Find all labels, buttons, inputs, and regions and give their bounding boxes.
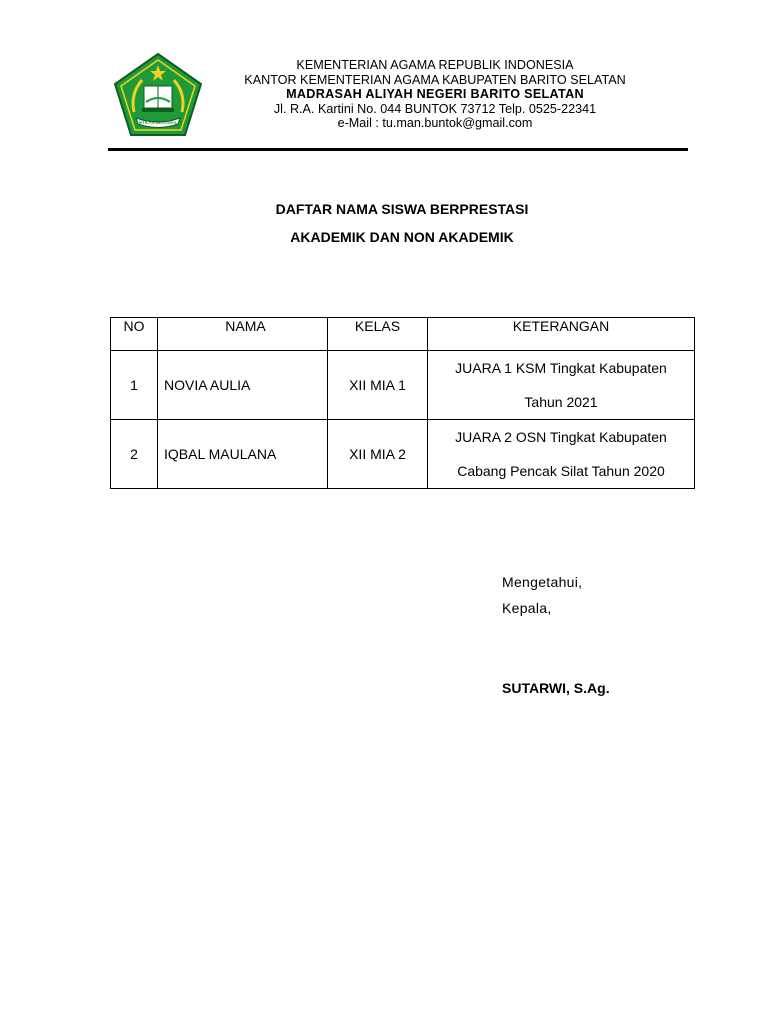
keterangan-line: JUARA 2 OSN Tingkat Kabupaten [455, 429, 667, 445]
row-no: 2 [111, 420, 158, 489]
row-no: 1 [111, 351, 158, 420]
school-name: MADRASAH ALIYAH NEGERI BARITO SELATAN [286, 87, 584, 102]
letterhead-text [210, 58, 660, 131]
document-title: DAFTAR NAMA SISWA BERPRESTASI [275, 201, 529, 217]
header-no: NO [111, 318, 158, 351]
row-keterangan [428, 351, 695, 420]
header-keterangan: KETERANGAN [428, 318, 695, 351]
student-table [110, 317, 695, 489]
emblem-motto: IKHLAS BERAMAL [138, 120, 178, 125]
letterhead [0, 0, 768, 160]
letterhead-divider [108, 148, 688, 151]
row-nama: NOVIA AULIA [158, 351, 328, 420]
signature-acknowledged: Mengetahui, [502, 574, 583, 590]
header-kelas: KELAS [328, 318, 428, 351]
ministry-line: KEMENTERIAN AGAMA REPUBLIK INDONESIA [296, 58, 574, 72]
address-line: Jl. R.A. Kartini No. 044 BUNTOK 73712 Telp. 0525-22341 [273, 101, 597, 116]
table-row [111, 351, 695, 420]
signature-position: Kepala, [502, 600, 552, 616]
signature-name: SUTARWI, S.Ag. [502, 680, 610, 696]
keterangan-line: Tahun 2021 [524, 394, 598, 410]
table-row [111, 420, 695, 489]
row-kelas: XII MIA 2 [328, 420, 428, 489]
email-line: e-Mail : tu.man.buntok@gmail.com [337, 116, 533, 131]
table-header-row [111, 318, 695, 351]
document-subtitle: AKADEMIK DAN NON AKADEMIK [290, 229, 514, 245]
keterangan-line: JUARA 1 KSM Tingkat Kabupaten [455, 360, 667, 376]
kemenag-emblem-icon [112, 52, 204, 138]
header-nama: NAMA [158, 318, 328, 351]
keterangan-line: Cabang Pencak Silat Tahun 2020 [457, 463, 665, 479]
office-line: KANTOR KEMENTERIAN AGAMA KABUPATEN BARITO SELATAN [244, 72, 626, 87]
row-kelas: XII MIA 1 [328, 351, 428, 420]
row-keterangan [428, 420, 695, 489]
row-nama: IQBAL MAULANA [158, 420, 328, 489]
